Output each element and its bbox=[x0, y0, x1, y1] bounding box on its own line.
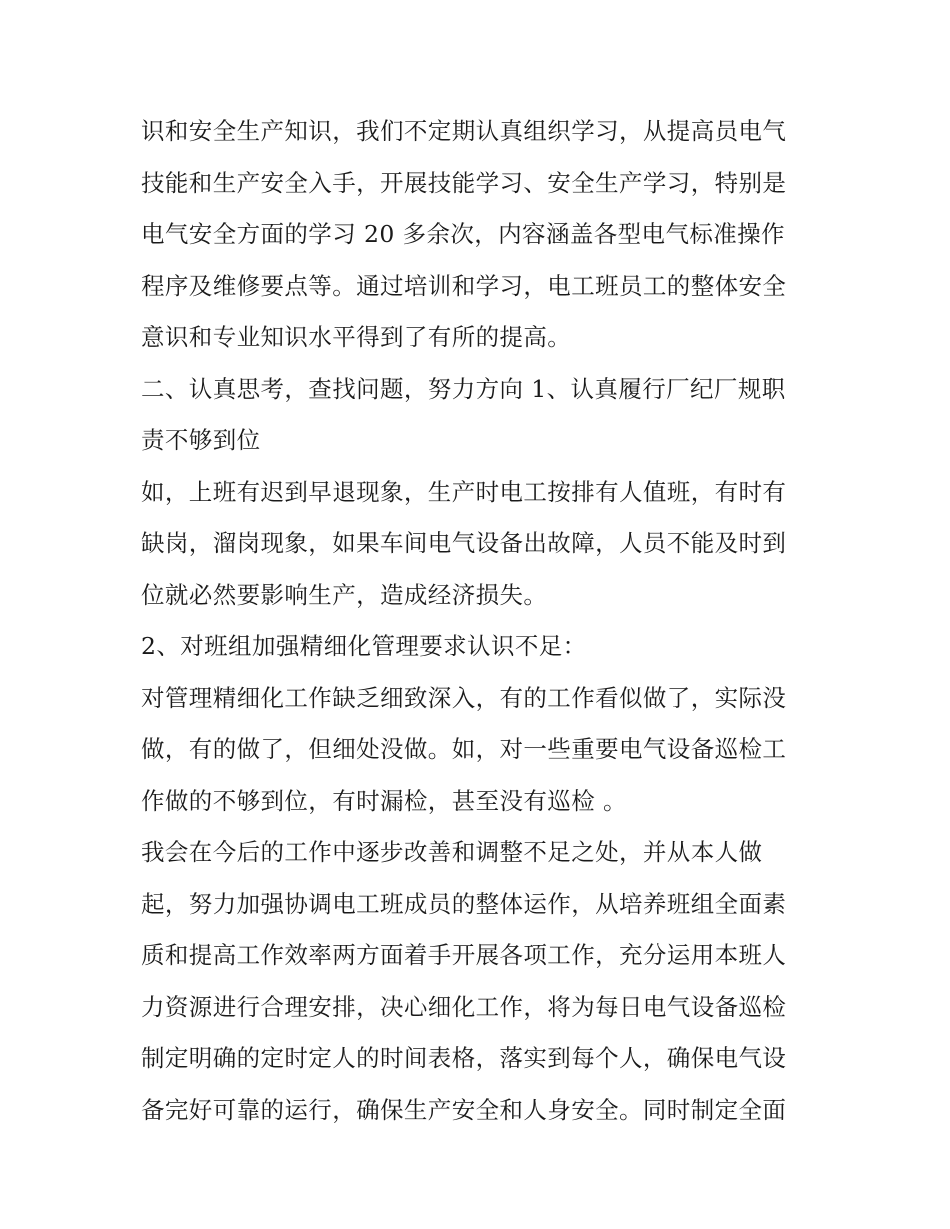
text-line: 程序及维修要点等。通过培训和学习，电工班员工的整体安全 bbox=[141, 271, 787, 300]
text-line: 做，有的做了，但细处没做。如，对一些重要电气设备巡检工 bbox=[141, 735, 787, 763]
text-line: 电气安全方面的学习 20 多余次，内容涵盖各型电气标准操作 bbox=[141, 220, 785, 248]
text-line: 识和安全生产知识，我们不定期认真组织学习，从提高员电气 bbox=[141, 117, 787, 145]
subsection-heading: 2、对班组加强精细化管理要求认识不足： bbox=[141, 632, 587, 660]
text-line: 质和提高工作效率两方面着手开展各项工作，充分运用本班人 bbox=[141, 941, 787, 969]
text-line: 制定明确的定时定人的时间表格，落实到每个人，确保电气设 bbox=[141, 1044, 787, 1072]
text-line: 起，努力加强协调电工班成员的整体运作，从培养班组全面素 bbox=[141, 889, 787, 918]
text-line: 力资源进行合理安排，决心细化工作，将为每日电气设备巡检 bbox=[141, 992, 787, 1021]
text-line: 如，上班有迟到早退现象，生产时电工按排有人值班，有时有 bbox=[141, 477, 787, 506]
text-line: 责不够到位 bbox=[141, 426, 261, 454]
text-line: 作做的不够到位，有时漏检，甚至没有巡检 。 bbox=[141, 786, 627, 815]
text-line: 位就必然要影响生产，造成经济损失。 bbox=[141, 580, 548, 609]
text-line: 技能和生产安全入手，开展技能学习、安全生产学习，特别是 bbox=[141, 168, 787, 197]
section-heading: 二、认真思考，查找问题，努力方向 1、认真履行厂纪厂规职 bbox=[141, 374, 786, 403]
text-line: 缺岗，溜岗现象，如果车间电气设备出故障，人员不能及时到 bbox=[141, 529, 787, 557]
text-line: 对管理精细化工作缺乏细致深入，有的工作看似做了，实际没 bbox=[141, 683, 787, 712]
text-line: 意识和专业知识水平得到了有所的提高。 bbox=[141, 323, 572, 351]
text-line: 我会在今后的工作中逐步改善和调整不足之处，并从本人做 bbox=[141, 838, 763, 866]
body-text bbox=[141, 106, 813, 1136]
text-line: 备完好可靠的运行，确保生产安全和人身安全。同时制定全面 bbox=[141, 1095, 787, 1124]
